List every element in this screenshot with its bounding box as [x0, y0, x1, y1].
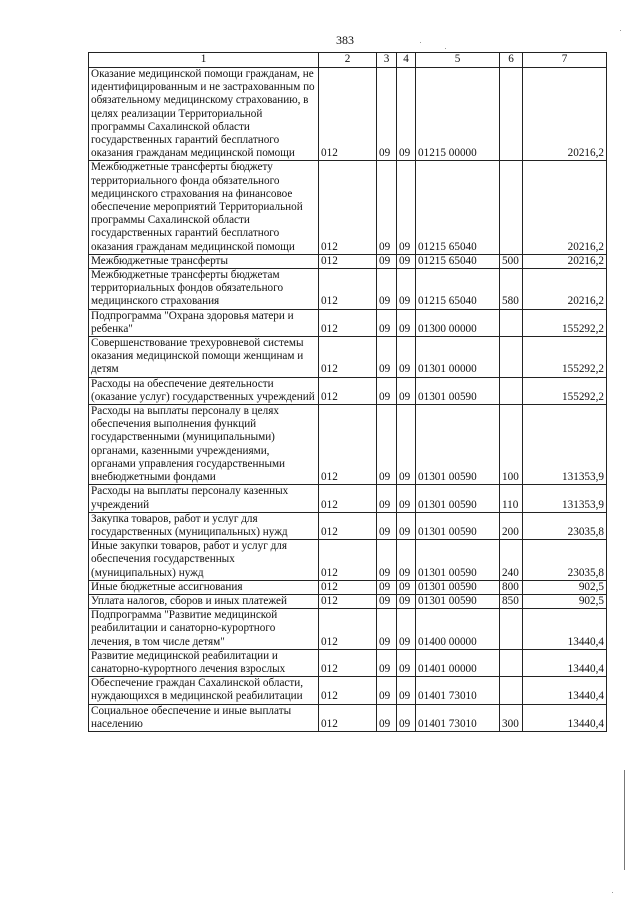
cell-target-article-code: 01400 00000 [416, 609, 500, 650]
table-row [89, 269, 607, 310]
cell-amount: 155292,2 [523, 337, 607, 378]
header-col-3: 3 [377, 53, 397, 68]
cell-amount: 13440,4 [523, 677, 607, 704]
table-row [89, 512, 607, 539]
table-row [89, 377, 607, 404]
cell-name: Подпрограмма "Охрана здоровья матери и ребенка" [89, 309, 319, 336]
table-row [89, 337, 607, 378]
cell-grbs-code: 012 [319, 485, 377, 512]
cell-amount: 13440,4 [523, 609, 607, 650]
cell-section-code: 09 [377, 68, 397, 161]
cell-section-code: 09 [377, 512, 397, 539]
header-col-2: 2 [319, 53, 377, 68]
cell-subsection-code: 09 [397, 377, 416, 404]
cell-name: Совершенствование трехуровневой системы оказания медицинской помощи женщинам и детям [89, 337, 319, 378]
table-row [89, 68, 607, 161]
cell-section-code: 09 [377, 405, 397, 485]
cell-grbs-code: 012 [319, 269, 377, 310]
cell-subsection-code: 09 [397, 609, 416, 650]
cell-section-code: 09 [377, 649, 397, 676]
cell-expense-type-code: 240 [500, 540, 523, 581]
cell-amount: 20216,2 [523, 269, 607, 310]
cell-amount: 155292,2 [523, 377, 607, 404]
cell-target-article-code: 01401 73010 [416, 677, 500, 704]
table-row [89, 704, 607, 731]
cell-section-code: 09 [377, 269, 397, 310]
cell-expense-type-code [500, 677, 523, 704]
cell-amount: 23035,8 [523, 512, 607, 539]
cell-amount: 20216,2 [523, 254, 607, 268]
cell-grbs-code: 012 [319, 68, 377, 161]
cell-grbs-code: 012 [319, 377, 377, 404]
cell-name: Межбюджетные трансферты бюджетам территориальных фондов обязательного медицинского страхования [89, 269, 319, 310]
cell-target-article-code: 01215 65040 [416, 161, 500, 254]
cell-subsection-code: 09 [397, 677, 416, 704]
cell-section-code: 09 [377, 594, 397, 608]
cell-expense-type-code [500, 337, 523, 378]
table-row [89, 580, 607, 594]
cell-amount: 155292,2 [523, 309, 607, 336]
cell-amount: 131353,9 [523, 405, 607, 485]
header-col-1: 1 [89, 53, 319, 68]
cell-name: Оказание медицинской помощи гражданам, не идентифицированным и не застрахованным по обязательному медицинскому страхованию, в целях реализации Территориальной программы Сахалинской области государственных гарантий бесплатного оказания гражданам медицинской помощи [89, 68, 319, 161]
page-number: 383 [336, 33, 354, 47]
cell-name: Развитие медицинской реабилитации и санаторно-курортного лечения взрослых [89, 649, 319, 676]
cell-target-article-code: 01301 00590 [416, 485, 500, 512]
header-row [89, 53, 607, 68]
cell-amount: 902,5 [523, 594, 607, 608]
cell-subsection-code: 09 [397, 580, 416, 594]
header-col-7: 7 [523, 53, 607, 68]
cell-name: Межбюджетные трансферты [89, 254, 319, 268]
cell-expense-type-code: 800 [500, 580, 523, 594]
cell-section-code: 09 [377, 540, 397, 581]
cell-grbs-code: 012 [319, 254, 377, 268]
cell-section-code: 09 [377, 609, 397, 650]
cell-target-article-code: 01301 00000 [416, 337, 500, 378]
cell-expense-type-code: 110 [500, 485, 523, 512]
cell-target-article-code: 01301 00590 [416, 580, 500, 594]
cell-target-article-code: 01301 00590 [416, 377, 500, 404]
cell-section-code: 09 [377, 337, 397, 378]
cell-expense-type-code: 500 [500, 254, 523, 268]
cell-grbs-code: 012 [319, 309, 377, 336]
table-row [89, 540, 607, 581]
cell-grbs-code: 012 [319, 161, 377, 254]
cell-name: Уплата налогов, сборов и иных платежей [89, 594, 319, 608]
cell-grbs-code: 012 [319, 677, 377, 704]
cell-subsection-code: 09 [397, 512, 416, 539]
cell-section-code: 09 [377, 161, 397, 254]
cell-name: Социальное обеспечение и иные выплаты населению [89, 704, 319, 731]
cell-grbs-code: 012 [319, 512, 377, 539]
cell-subsection-code: 09 [397, 485, 416, 512]
cell-subsection-code: 09 [397, 649, 416, 676]
cell-expense-type-code [500, 609, 523, 650]
cell-grbs-code: 012 [319, 540, 377, 581]
header-col-4: 4 [397, 53, 416, 68]
cell-section-code: 09 [377, 677, 397, 704]
budget-table [88, 52, 607, 732]
cell-subsection-code: 09 [397, 704, 416, 731]
cell-subsection-code: 09 [397, 309, 416, 336]
cell-name: Расходы на обеспечение деятельности (оказание услуг) государственных учреждений [89, 377, 319, 404]
cell-expense-type-code: 580 [500, 269, 523, 310]
cell-amount: 23035,8 [523, 540, 607, 581]
cell-target-article-code: 01300 00000 [416, 309, 500, 336]
cell-target-article-code: 01401 73010 [416, 704, 500, 731]
cell-section-code: 09 [377, 377, 397, 404]
cell-target-article-code: 01215 00000 [416, 68, 500, 161]
cell-expense-type-code: 100 [500, 405, 523, 485]
cell-name: Обеспечение граждан Сахалинской области, нуждающихся в медицинской реабилитации [89, 677, 319, 704]
cell-grbs-code: 012 [319, 580, 377, 594]
cell-subsection-code: 09 [397, 254, 416, 268]
cell-amount: 13440,4 [523, 704, 607, 731]
cell-name: Расходы на выплаты персоналу казенных учреждений [89, 485, 319, 512]
cell-amount: 20216,2 [523, 68, 607, 161]
cell-subsection-code: 09 [397, 161, 416, 254]
cell-amount: 13440,4 [523, 649, 607, 676]
cell-subsection-code: 09 [397, 269, 416, 310]
cell-expense-type-code: 300 [500, 704, 523, 731]
cell-section-code: 09 [377, 580, 397, 594]
cell-expense-type-code [500, 68, 523, 161]
cell-expense-type-code: 200 [500, 512, 523, 539]
cell-amount: 902,5 [523, 580, 607, 594]
cell-subsection-code: 09 [397, 540, 416, 581]
cell-subsection-code: 09 [397, 337, 416, 378]
cell-name: Иные бюджетные ассигнования [89, 580, 319, 594]
cell-grbs-code: 012 [319, 649, 377, 676]
cell-name: Подпрограмма "Развитие медицинской реабилитации и санаторно-курортного лечения, в том числе детям" [89, 609, 319, 650]
cell-name: Расходы на выплаты персоналу в целях обеспечения выполнения функций государственными (муниципальными) органами, казенными учреждениями, органами управления государственными внебюджетными фондами [89, 405, 319, 485]
cell-expense-type-code [500, 377, 523, 404]
cell-subsection-code: 09 [397, 68, 416, 161]
cell-expense-type-code [500, 161, 523, 254]
table-row [89, 609, 607, 650]
cell-target-article-code: 01301 00590 [416, 405, 500, 485]
cell-subsection-code: 09 [397, 594, 416, 608]
cell-section-code: 09 [377, 309, 397, 336]
table-row [89, 161, 607, 254]
cell-grbs-code: 012 [319, 594, 377, 608]
cell-section-code: 09 [377, 485, 397, 512]
cell-grbs-code: 012 [319, 609, 377, 650]
cell-target-article-code: 01301 00590 [416, 594, 500, 608]
cell-amount: 131353,9 [523, 485, 607, 512]
cell-grbs-code: 012 [319, 704, 377, 731]
header-col-5: 5 [416, 53, 500, 68]
cell-target-article-code: 01215 65040 [416, 269, 500, 310]
cell-grbs-code: 012 [319, 337, 377, 378]
table-row [89, 594, 607, 608]
header-col-6: 6 [500, 53, 523, 68]
scan-speck [620, 30, 621, 31]
scan-speck [612, 892, 613, 893]
cell-section-code: 09 [377, 704, 397, 731]
cell-target-article-code: 01401 00000 [416, 649, 500, 676]
table-row [89, 309, 607, 336]
cell-target-article-code: 01215 65040 [416, 254, 500, 268]
table-row [89, 405, 607, 485]
cell-amount: 20216,2 [523, 161, 607, 254]
cell-name: Межбюджетные трансферты бюджету территориального фонда обязательного медицинского страхования на финансовое обеспечение мероприятий Территориальной программы Сахалинской области государственных гарантий бесплатного оказания гражданам медицинской помощи [89, 161, 319, 254]
scan-artifact-line [624, 770, 625, 870]
cell-expense-type-code [500, 309, 523, 336]
cell-subsection-code: 09 [397, 405, 416, 485]
cell-name: Закупка товаров, работ и услуг для государственных (муниципальных) нужд [89, 512, 319, 539]
cell-expense-type-code: 850 [500, 594, 523, 608]
table-row [89, 254, 607, 268]
table-row [89, 649, 607, 676]
table-row [89, 677, 607, 704]
cell-expense-type-code [500, 649, 523, 676]
cell-target-article-code: 01301 00590 [416, 512, 500, 539]
cell-section-code: 09 [377, 254, 397, 268]
cell-name: Иные закупки товаров, работ и услуг для обеспечения государственных (муниципальных) нужд [89, 540, 319, 581]
table-row [89, 485, 607, 512]
table-body [89, 68, 607, 732]
scan-speck [420, 42, 421, 43]
cell-target-article-code: 01301 00590 [416, 540, 500, 581]
cell-grbs-code: 012 [319, 405, 377, 485]
scan-speck [445, 48, 446, 49]
